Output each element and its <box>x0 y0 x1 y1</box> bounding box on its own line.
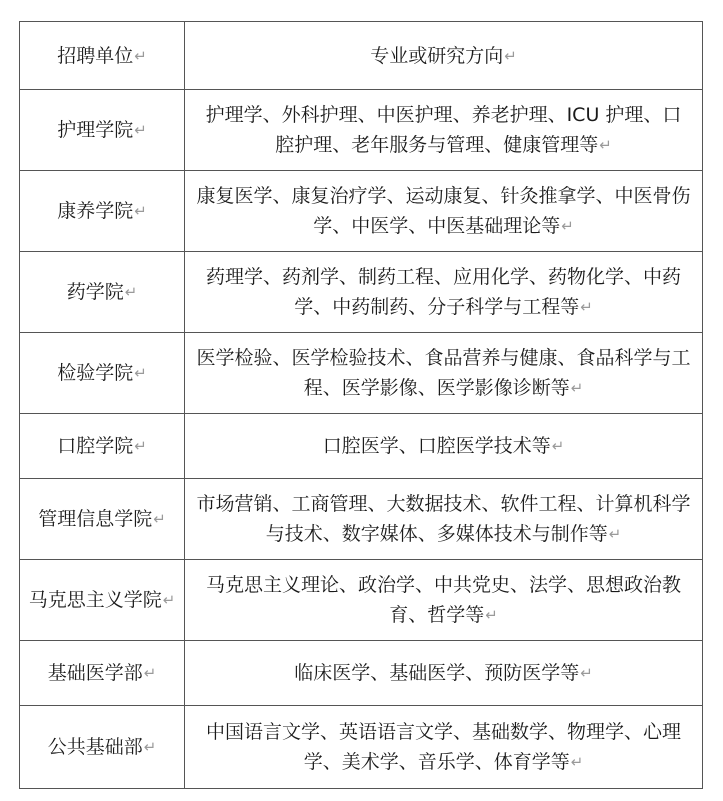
paragraph-mark-icon: ↵ <box>134 437 147 455</box>
major-list: 口腔医学、口腔医学技术等 <box>322 435 551 457</box>
major-cell <box>185 252 703 333</box>
header-major-label: 专业或研究方向 <box>370 44 504 67</box>
major-cell <box>185 641 703 706</box>
header-unit-label: 招聘单位 <box>57 44 134 67</box>
major-list: 药理学、药剂学、制药工程、应用化学、药物化学、中药学、中药制药、分子科学与工程等 <box>205 266 681 318</box>
header-unit-cell <box>20 22 185 90</box>
table-row <box>20 171 703 252</box>
paragraph-mark-icon: ↵ <box>134 121 147 139</box>
table-row <box>20 479 703 560</box>
unit-name: 护理学院 <box>57 119 134 141</box>
paragraph-mark-icon: ↵ <box>153 510 166 528</box>
major-list: 临床医学、基础医学、预防医学等 <box>294 662 580 684</box>
paragraph-mark-icon: ↵ <box>551 437 565 455</box>
paragraph-mark-icon: ↵ <box>570 753 584 771</box>
major-list: 康复医学、康复治疗学、运动康复、针灸推拿学、中医骨伤学、中医学、中医基础理论等 <box>196 185 691 237</box>
paragraph-mark-icon: ↵ <box>504 46 517 65</box>
paragraph-mark-icon: ↵ <box>580 298 593 316</box>
paragraph-mark-icon: ↵ <box>561 217 574 235</box>
paragraph-mark-icon: ↵ <box>599 136 612 154</box>
unit-cell <box>20 706 185 789</box>
major-list: 中国语言文学、英语语言文学、基础数学、物理学、心理学、美术学、音乐学、体育学等 <box>205 721 681 773</box>
major-cell <box>185 90 703 171</box>
major-cell <box>185 414 703 479</box>
major-cell <box>185 479 703 560</box>
paragraph-mark-icon: ↵ <box>143 738 157 756</box>
unit-name: 公共基础部 <box>47 736 143 758</box>
table-row <box>20 90 703 171</box>
table-row <box>20 333 703 414</box>
paragraph-mark-icon: ↵ <box>570 379 584 397</box>
unit-cell <box>20 641 185 706</box>
paragraph-mark-icon: ↵ <box>485 606 498 624</box>
paragraph-mark-icon: ↵ <box>608 525 622 543</box>
major-cell <box>185 333 703 414</box>
unit-name: 口腔学院 <box>57 435 134 457</box>
unit-cell <box>20 90 185 171</box>
recruitment-table <box>19 21 703 789</box>
table-row <box>20 414 703 479</box>
paragraph-mark-icon: ↵ <box>580 664 593 682</box>
major-cell <box>185 706 703 789</box>
paragraph-mark-icon: ↵ <box>134 46 147 65</box>
paragraph-mark-icon: ↵ <box>143 664 157 682</box>
unit-name: 康养学院 <box>57 200 134 222</box>
unit-name: 药学院 <box>66 281 124 303</box>
major-cell <box>185 171 703 252</box>
unit-name: 检验学院 <box>57 362 134 384</box>
table-header-row <box>20 22 703 90</box>
unit-cell <box>20 414 185 479</box>
unit-name: 马克思主义学院 <box>28 589 162 611</box>
major-list: 护理学、外科护理、中医护理、养老护理、ICU 护理、口腔护理、老年服务与管理、健康管理等 <box>205 104 682 156</box>
table-row <box>20 706 703 789</box>
table-row <box>20 560 703 641</box>
major-list: 市场营销、工商管理、大数据技术、软件工程、计算机科学与技术、数字媒体、多媒体技术与制作等 <box>196 493 691 545</box>
unit-cell <box>20 333 185 414</box>
major-cell <box>185 560 703 641</box>
unit-cell <box>20 479 185 560</box>
paragraph-mark-icon: ↵ <box>124 283 138 301</box>
unit-name: 基础医学部 <box>47 662 143 684</box>
table-row <box>20 641 703 706</box>
unit-cell <box>20 171 185 252</box>
unit-cell <box>20 560 185 641</box>
table-row <box>20 252 703 333</box>
paragraph-mark-icon: ↵ <box>134 202 147 220</box>
major-list: 医学检验、医学检验技术、食品营养与健康、食品科学与工程、医学影像、医学影像诊断等 <box>196 347 691 399</box>
major-list: 马克思主义理论、政治学、中共党史、法学、思想政治教育、哲学等 <box>205 574 681 626</box>
header-major-cell <box>185 22 703 90</box>
unit-cell <box>20 252 185 333</box>
paragraph-mark-icon: ↵ <box>134 364 147 382</box>
paragraph-mark-icon: ↵ <box>162 591 176 609</box>
unit-name: 管理信息学院 <box>38 508 153 530</box>
